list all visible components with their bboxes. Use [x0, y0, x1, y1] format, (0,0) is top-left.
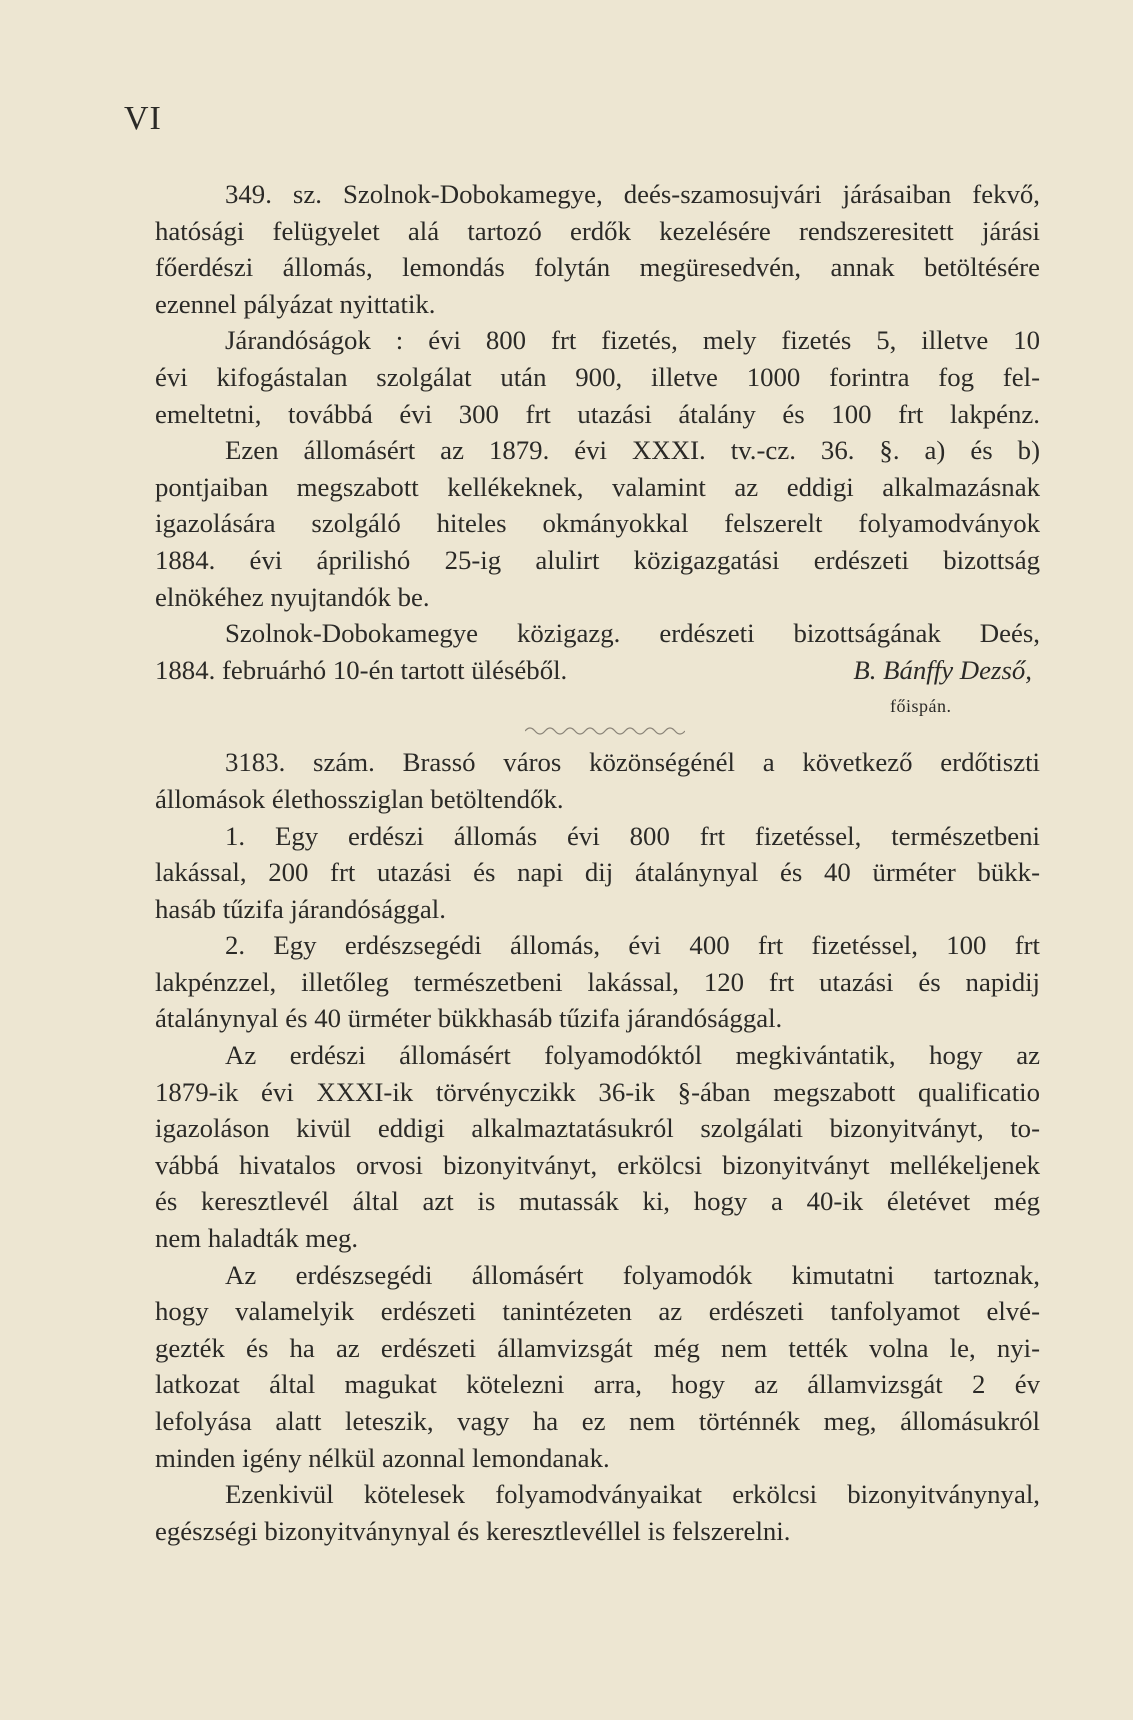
text-line: nem haladták meg. — [155, 1223, 359, 1254]
text-line: lefolyása alatt leteszik, vagy ha ez nem történnék meg, állomásukról — [155, 1406, 1040, 1436]
text-line: pontjaiban megszabott kellékeknek, valamint az eddigi alkalmazásnak — [155, 471, 1040, 502]
text-line: emeltetni, továbbá évi 300 frt utazási átalány és 100 frt lakpénz. — [155, 398, 1040, 429]
text-line: és keresztlevél által azt is mutassák ki, hogy a 40-ik életévet még — [155, 1186, 1040, 1217]
text-line: főerdészi állomás, lemondás folytán megüresedvén, annak betöltésére — [155, 252, 1040, 283]
signature-title: főispán. — [890, 696, 952, 717]
text-line: Ezenkivül kötelesek folyamodványaikat erkölcsi bizonyitványnyal, — [225, 1479, 1040, 1510]
text-line: ezennel pályázat nyittatik. — [155, 288, 436, 319]
text-line: vábbá hivatalos orvosi bizonyitványt, erkölcsi bizonyitványt mellékeljenek — [155, 1149, 1040, 1180]
text-line: Szolnok-Dobokamegye közigazg. erdészeti bizottságának Deés, — [225, 618, 1040, 649]
section-divider — [155, 724, 1040, 744]
text-line: Ezen állomásért az 1879. évi XXXI. tv.-cz. 36. §. a) és b) — [225, 435, 1040, 466]
text-line: Járandóságok : évi 800 frt fizetés, mely fizetés 5, illetve 10 — [225, 325, 1040, 356]
text-line: Az erdészi állomásért folyamodóktól megkivántatik, hogy az — [225, 1040, 1040, 1071]
text-line: állomások élethossziglan betöltendők. — [155, 783, 564, 814]
text-line: átalánynyal és 40 ürméter bükkhasáb tűzifa járandósággal. — [155, 1003, 783, 1034]
text-line: igazolására szolgáló hiteles okmányokkal felszerelt folyamodványok — [155, 508, 1040, 539]
text-line: latkozat által magukat kötelezni arra, hogy az államvizsgát 2 év — [155, 1369, 1040, 1400]
text-line: hatósági felügyelet alá tartozó erdők kezelésére rendszeresitett járási — [155, 215, 1040, 246]
notice-3183 — [155, 744, 1040, 1549]
text-line: elnökéhez nyujtandók be. — [155, 581, 430, 612]
wavy-rule-icon — [525, 724, 685, 738]
text-line: 2. Egy erdészsegédi állomás, évi 400 frt fizetéssel, 100 frt — [225, 930, 1040, 961]
text-line: hasáb tűzifa járandósággal. — [155, 893, 446, 924]
text-line: évi kifogástalan szolgálat után 900, illetve 1000 forintra fog fel- — [155, 361, 1040, 392]
notice-349 — [155, 176, 1040, 724]
text-line: 349. sz. Szolnok-Dobokamegye, deés-szamosujvári járásaiban fekvő, — [225, 179, 1040, 209]
signature-row — [155, 652, 1040, 689]
body-text — [155, 176, 1040, 1549]
text-line: lakpénzzel, illetőleg természetbeni lakással, 120 frt utazási és napidij — [155, 966, 1040, 997]
text-line: gezték és ha az erdészeti államvizsgát még nem tették volna le, nyi- — [155, 1332, 1040, 1363]
text-line: 1884. évi áprilishó 25-ig alulirt közigazgatási erdészeti bizottság — [155, 544, 1040, 575]
text-line: lakással, 200 frt utazási és napi dij átalánynyal és 40 ürméter bükk- — [155, 857, 1040, 888]
text-line: 1. Egy erdészi állomás évi 800 frt fizetéssel, természetbeni — [225, 820, 1040, 851]
signature-date: 1884. februárhó 10-én tartott üléséből. — [155, 654, 568, 685]
text-line: egészségi bizonyitványnyal és keresztlevéllel is felszerelni. — [155, 1515, 791, 1546]
text-line: igazoláson kivül eddigi alkalmaztatásukról szolgálati bizonyitványt, to- — [155, 1113, 1040, 1144]
text-line: Az erdészsegédi állomásért folyamodók kimutatni tartoznak, — [225, 1259, 1040, 1290]
signature-name: B. Bánffy Dezső, — [853, 654, 1032, 685]
text-line: minden igény nélkül azonnal lemondanak. — [155, 1442, 610, 1473]
page-number: VI — [124, 100, 162, 137]
text-line: hogy valamelyik erdészeti tanintézeten az erdészeti tanfolyamot elvé- — [155, 1296, 1040, 1327]
text-line: 3183. szám. Brassó város közönségénél a következő erdőtiszti — [225, 747, 1040, 778]
text-line: 1879-ik évi XXXI-ik törvényczikk 36-ik §-ában megszabott qualificatio — [155, 1076, 1040, 1107]
